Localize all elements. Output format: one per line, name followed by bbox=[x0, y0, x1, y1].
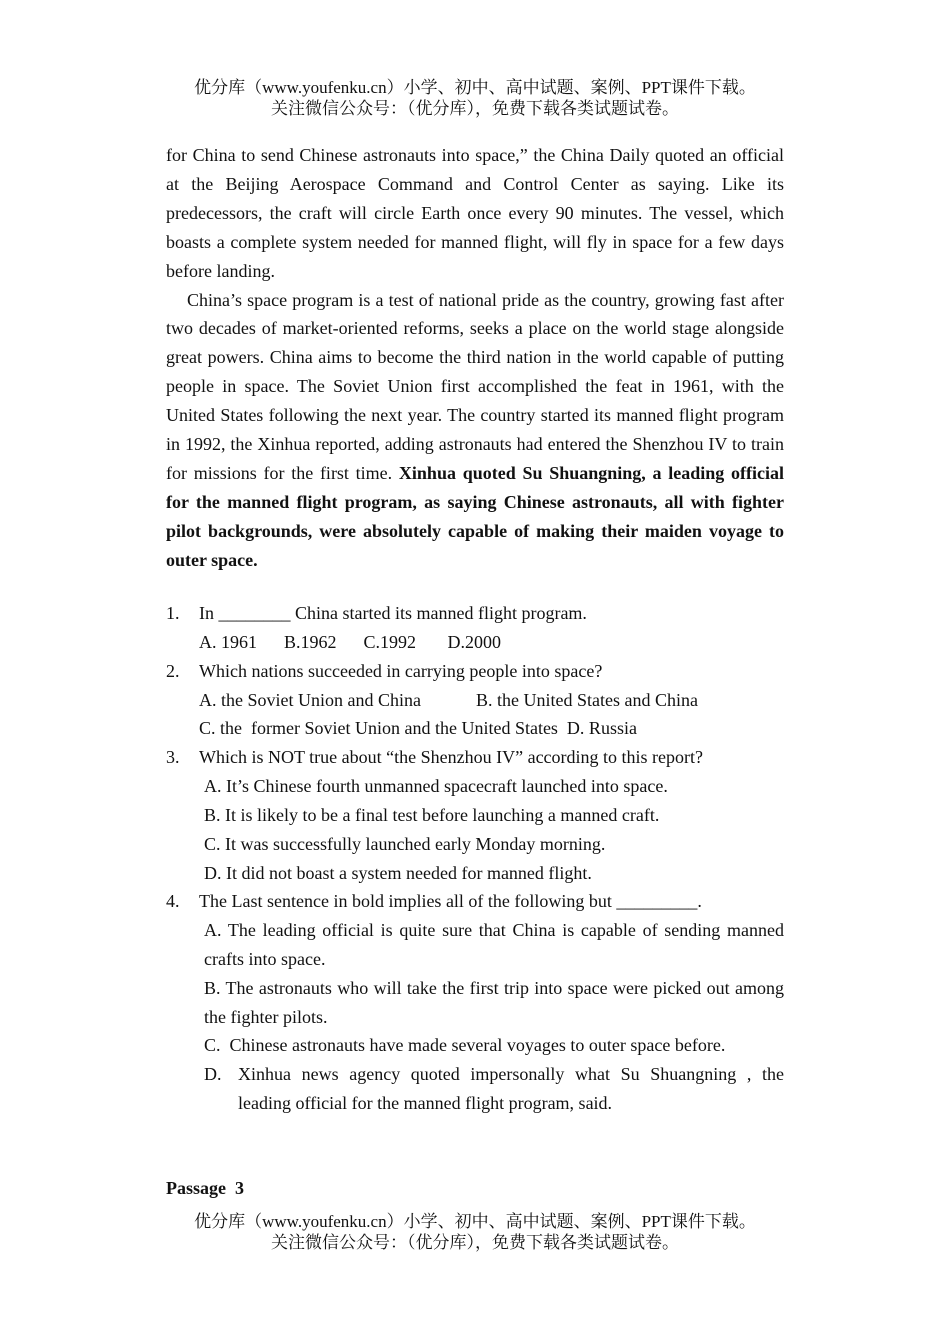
question-3-option-c: C. It was successfully launched early Monday morning. bbox=[204, 834, 606, 854]
footer-line-1: 优分库（www.youfenku.cn）小学、初中、高中试题、案例、PPT课件下载。 bbox=[194, 1212, 756, 1231]
question-3-option-b: B. It is likely to be a final test before launching a manned craft. bbox=[204, 805, 660, 825]
passage-paragraph-2 bbox=[166, 286, 784, 575]
question-2-option-b: B. the United States and China bbox=[476, 690, 698, 710]
passage-paragraph-1: for China to send Chinese astronauts into space,” the China Daily quoted an official at the Beijing Aerospace Command and Control Center as saying. Like its predecessors, the craft will circle Earth once every 90 minutes. The vessel, which boasts a complete system needed for manned flight, will fly in space for a few days before landing. bbox=[166, 145, 784, 281]
question-3-option-a: A. It’s Chinese fourth unmanned spacecraft launched into space. bbox=[204, 776, 668, 796]
question-2-number: 2. bbox=[166, 661, 180, 681]
page-header bbox=[0, 77, 950, 119]
question-3-number: 3. bbox=[166, 747, 180, 767]
question-2-stem: Which nations succeeded in carrying people into space? bbox=[199, 661, 603, 681]
question-3-stem: Which is NOT true about “the Shenzhou IV” according to this report? bbox=[199, 747, 704, 767]
question-1-options: A. 1961 B.1962 C.1992 D.2000 bbox=[199, 632, 502, 652]
passage-bold-sentence: Xinhua quoted Su Shuangning, a leading official for the manned flight program, as saying Chinese astronauts, all with fighter pilot backgrounds, were absolutely capable of making their maiden voyage to outer space. bbox=[166, 462, 784, 570]
question-1-number: 1. bbox=[166, 603, 180, 623]
question-4-option-d: Xinhua news agency quoted impersonally what Su Shuangning , the leading official for the manned flight program, said. bbox=[238, 1064, 784, 1113]
question-4-number: 4. bbox=[166, 891, 180, 911]
passage-paragraph-2-text: China’s space program is a test of national pride as the country, growing fast after two decades of market-oriented reforms, seeks a place on the world stage alongside great powers. China aims to become the third nation in the world capable of putting people in space. The Soviet Union first accomplished the feat in 1961, with the United States following the next year. The country started its manned flight program in 1992, the Xinhua reported, adding astronauts had entered the Shenzhou IV to train for missions for the first time. bbox=[166, 289, 784, 483]
question-2-option-a: A. the Soviet Union and China bbox=[199, 690, 421, 710]
question-4-option-c: C. Chinese astronauts have made several voyages to outer space before. bbox=[204, 1035, 726, 1055]
question-4-option-d-label: D. bbox=[204, 1064, 222, 1084]
passage-body bbox=[166, 141, 784, 575]
footer-line-2: 关注微信公众号：（优分库），免费下载各类试题试卷。 bbox=[271, 1233, 679, 1252]
question-4-option-a: A. The leading official is quite sure that China is capable of sending manned crafts into space. bbox=[204, 920, 784, 969]
page-footer bbox=[0, 1211, 950, 1253]
passage-3-heading: Passage 3 bbox=[166, 1178, 244, 1198]
header-line-2: 关注微信公众号：（优分库），免费下载各类试题试卷。 bbox=[271, 99, 679, 118]
question-4-option-b: B. The astronauts who will take the first trip into space were picked out among the fighter pilots. bbox=[204, 978, 784, 1027]
question-4-stem: The Last sentence in bold implies all of the following but _________. bbox=[199, 891, 702, 911]
question-2-options-cd: C. the former Soviet Union and the United States D. Russia bbox=[199, 718, 637, 738]
question-3-option-d: D. It did not boast a system needed for manned flight. bbox=[204, 863, 592, 883]
header-line-1: 优分库（www.youfenku.cn）小学、初中、高中试题、案例、PPT课件下载。 bbox=[194, 78, 756, 97]
question-1-stem: In ________ China started its manned flight program. bbox=[199, 603, 587, 623]
